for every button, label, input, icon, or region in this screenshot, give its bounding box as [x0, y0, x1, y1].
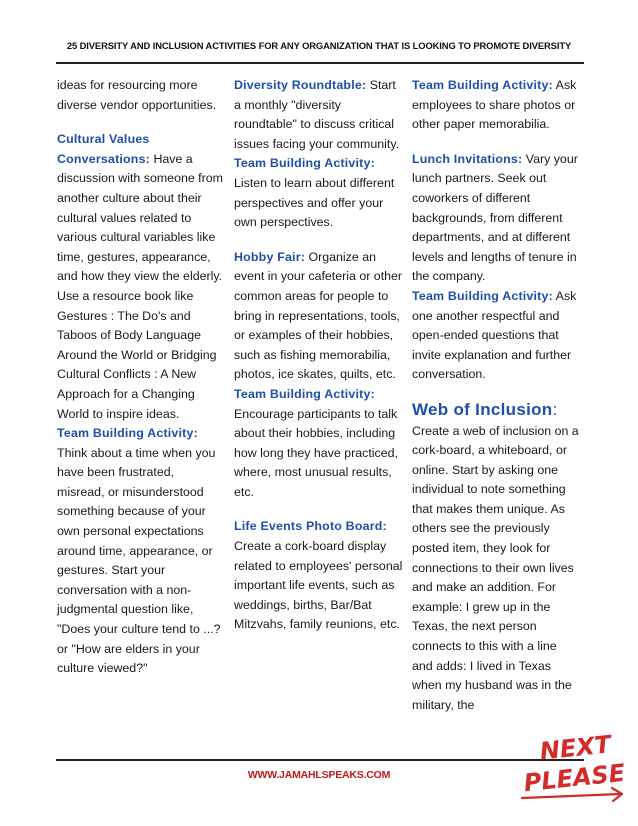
team-building-heading: Team Building Activity: — [234, 386, 375, 401]
page-header: 25 DIVERSITY AND INCLUSION ACTIVITIES FOR ANY ORGANIZATION THAT IS LOOKING TO PROMOTE DIVERSITY — [66, 40, 572, 51]
team-building-body: Encourage participants to talk about their hobbies, including how long they have practiced, where, most unusual results, etc. — [234, 406, 398, 499]
stamp-line-2: PLEASE — [522, 758, 627, 798]
cultural-values-heading: Cultural Values Conversations: — [57, 132, 150, 166]
footer-url[interactable]: WWW.JAMAHLSPEAKS.COM — [247, 769, 391, 781]
team-building-heading: Team Building Activity: — [412, 78, 553, 92]
cultural-values-body: Have a discussion with someone from another culture about their cultural values related to various cultural variables like time, gestures, appearance, and how they view the elderly. Use a resource book like Gestures : The Do's and Taboos of Body Language Around the World or Bridging Cultural Conflicts : A New Approach for a Changing World to inspire ideas. — [57, 151, 223, 421]
lunch-invitations-section — [412, 150, 580, 287]
lunch-invitations-body: Vary your lunch partners. Seek out coworkers of different backgrounds, from different departments, and at different levels and lengths of tenure in the company. — [412, 151, 578, 284]
team-building-heading: Team Building Activity: — [57, 426, 198, 441]
team-building-section — [57, 424, 225, 679]
team-building-body: Ask employees to share photos or other paper memorabilia. — [412, 78, 577, 132]
team-building-body: Think about a time when you have been frustrated, misread, or misunderstood something because of your own personal expectations around time, appearance, or gestures. Start your conversation with a non-judgmental question like, "Does your culture tend to ...? or "How are elders in your culture viewed?" — [57, 445, 221, 676]
hobby-fair-section — [234, 248, 404, 385]
team-building-body: Ask one another respectful and open-ended questions that invite explanation and further conversation. — [412, 288, 577, 382]
next-please-stamp[interactable] — [520, 726, 630, 806]
web-of-inclusion-body: Create a web of inclusion on a cork-board, a whiteboard, or online. Start by asking one individual to note something that makes them unique. As others see the previously posted item, they look for connections to their own lives and make an addition. For example: I grew up in the Texas, the next person connects to this with a line and adds: I lived in Texas when my husband was in the military, the — [412, 423, 579, 712]
life-events-body: Create a cork-board display related to employees' personal important life events, such as weddings, births, Bar/Bat Mitzvahs, family reunions, etc. — [234, 539, 403, 632]
team-building-heading: Team Building Activity: — [412, 288, 553, 303]
life-events-heading: Life Events Photo Board: — [234, 519, 387, 534]
hobby-fair-body: Organize an event in your cafeteria or other common areas for people to bring in representations, tools, or examples of their hobbies, such as fishing memorabilia, photos, ice skates, quilts, etc. — [234, 249, 403, 382]
team-building-section — [412, 287, 580, 385]
diversity-roundtable-heading: Diversity Roundtable: — [234, 78, 367, 92]
footer-rule — [56, 759, 584, 761]
team-building-heading: Team Building Activity: — [234, 156, 375, 171]
web-of-inclusion-colon: : — [552, 399, 558, 419]
stamp-line-1: NEXT — [538, 730, 613, 766]
team-building-section — [234, 154, 404, 232]
web-of-inclusion-section — [412, 400, 580, 716]
column-2 — [234, 76, 404, 635]
lunch-invitations-heading: Lunch Invitations: — [412, 151, 523, 166]
header-rule — [56, 62, 584, 64]
column-1 — [57, 76, 225, 679]
web-of-inclusion-heading: Web of Inclusion — [412, 399, 553, 419]
column-3 — [412, 76, 580, 715]
intro-text: ideas for resourcing more diverse vendor opportunities. — [57, 78, 217, 112]
team-building-body: Listen to learn about different perspectives and offer your own perspectives. — [234, 175, 395, 230]
team-building-section — [412, 76, 580, 135]
hobby-fair-heading: Hobby Fair: — [234, 249, 306, 264]
diversity-roundtable-body: Start a monthly "diversity roundtable" to discuss critical issues facing your community. — [234, 78, 400, 151]
diversity-roundtable-section — [234, 76, 404, 154]
life-events-section — [234, 517, 404, 635]
team-building-section — [234, 385, 404, 503]
cultural-values-section — [57, 130, 225, 424]
